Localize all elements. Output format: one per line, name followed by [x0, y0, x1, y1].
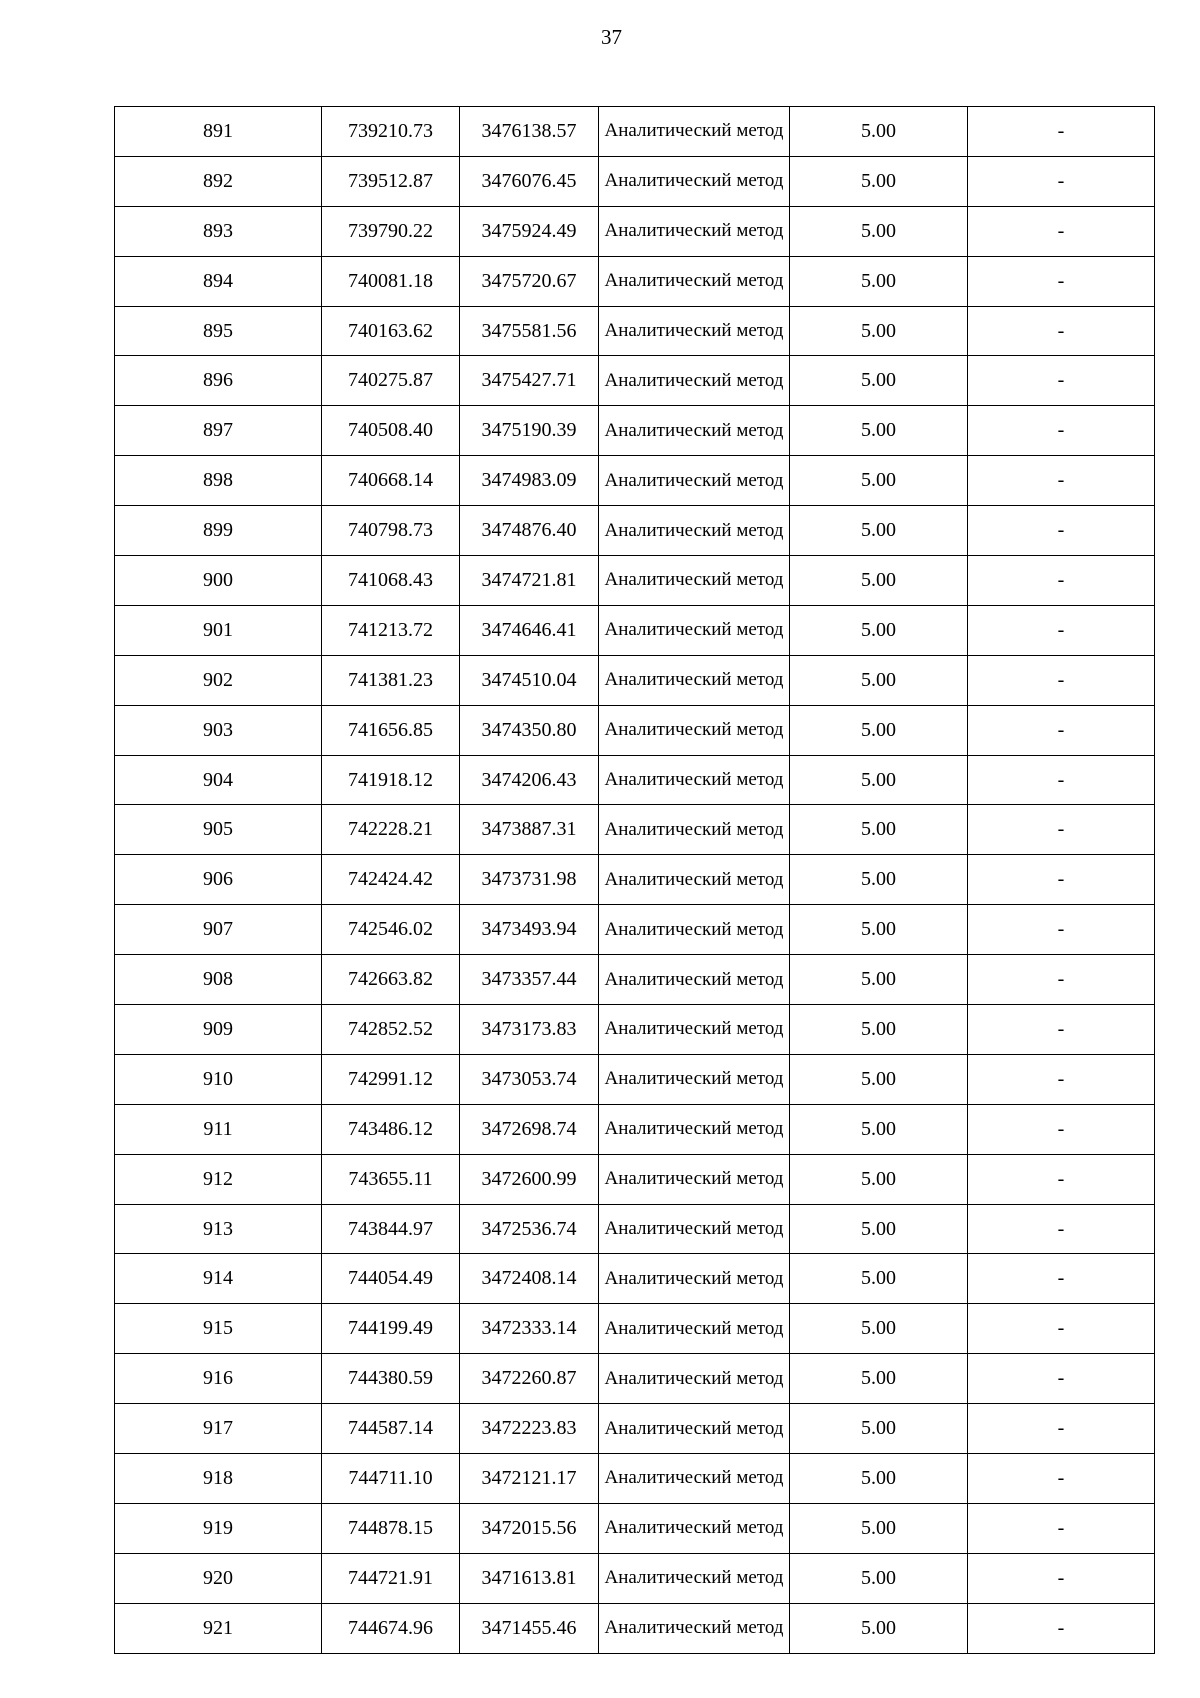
x-coordinate-cell: 740163.62	[322, 306, 460, 356]
accuracy-cell: 5.00	[790, 1054, 968, 1104]
point-number-cell: 905	[115, 805, 322, 855]
method-cell: Аналитический метод	[599, 556, 790, 606]
point-number-cell: 913	[115, 1204, 322, 1254]
point-number-cell: 909	[115, 1005, 322, 1055]
method-cell: Аналитический метод	[599, 1104, 790, 1154]
table-row	[115, 456, 1155, 506]
method-cell: Аналитический метод	[599, 1553, 790, 1603]
y-coordinate-cell: 3473357.44	[460, 955, 599, 1005]
x-coordinate-cell: 744587.14	[322, 1404, 460, 1454]
method-cell: Аналитический метод	[599, 1254, 790, 1304]
method-cell: Аналитический метод	[599, 406, 790, 456]
y-coordinate-cell: 3473053.74	[460, 1054, 599, 1104]
point-number-cell: 916	[115, 1354, 322, 1404]
x-coordinate-cell: 740798.73	[322, 506, 460, 556]
note-cell: -	[968, 1254, 1155, 1304]
x-coordinate-cell: 744711.10	[322, 1454, 460, 1504]
y-coordinate-cell: 3472333.14	[460, 1304, 599, 1354]
note-cell: -	[968, 1354, 1155, 1404]
table-row	[115, 256, 1155, 306]
note-cell: -	[968, 456, 1155, 506]
point-number-cell: 921	[115, 1603, 322, 1653]
y-coordinate-cell: 3472600.99	[460, 1154, 599, 1204]
accuracy-cell: 5.00	[790, 256, 968, 306]
point-number-cell: 902	[115, 655, 322, 705]
table-row	[115, 1204, 1155, 1254]
accuracy-cell: 5.00	[790, 556, 968, 606]
point-number-cell: 894	[115, 256, 322, 306]
accuracy-cell: 5.00	[790, 107, 968, 157]
y-coordinate-cell: 3474876.40	[460, 506, 599, 556]
y-coordinate-cell: 3473493.94	[460, 905, 599, 955]
point-number-cell: 891	[115, 107, 322, 157]
table-row	[115, 556, 1155, 606]
table-row	[115, 955, 1155, 1005]
point-number-cell: 912	[115, 1154, 322, 1204]
table-row	[115, 605, 1155, 655]
accuracy-cell: 5.00	[790, 1204, 968, 1254]
accuracy-cell: 5.00	[790, 805, 968, 855]
x-coordinate-cell: 740081.18	[322, 256, 460, 306]
table-row	[115, 1005, 1155, 1055]
table-row	[115, 905, 1155, 955]
note-cell: -	[968, 655, 1155, 705]
table-row	[115, 206, 1155, 256]
y-coordinate-cell: 3476138.57	[460, 107, 599, 157]
method-cell: Аналитический метод	[599, 156, 790, 206]
y-coordinate-cell: 3471613.81	[460, 1553, 599, 1603]
x-coordinate-cell: 744199.49	[322, 1304, 460, 1354]
point-number-cell: 917	[115, 1404, 322, 1454]
accuracy-cell: 5.00	[790, 1503, 968, 1553]
accuracy-cell: 5.00	[790, 905, 968, 955]
accuracy-cell: 5.00	[790, 306, 968, 356]
table-row	[115, 1354, 1155, 1404]
method-cell: Аналитический метод	[599, 506, 790, 556]
note-cell: -	[968, 1054, 1155, 1104]
x-coordinate-cell: 741213.72	[322, 605, 460, 655]
y-coordinate-cell: 3475190.39	[460, 406, 599, 456]
method-cell: Аналитический метод	[599, 356, 790, 406]
accuracy-cell: 5.00	[790, 655, 968, 705]
x-coordinate-cell: 744674.96	[322, 1603, 460, 1653]
y-coordinate-cell: 3472223.83	[460, 1404, 599, 1454]
y-coordinate-cell: 3473731.98	[460, 855, 599, 905]
table-row	[115, 107, 1155, 157]
x-coordinate-cell: 743844.97	[322, 1204, 460, 1254]
x-coordinate-cell: 742424.42	[322, 855, 460, 905]
accuracy-cell: 5.00	[790, 1354, 968, 1404]
x-coordinate-cell: 742991.12	[322, 1054, 460, 1104]
note-cell: -	[968, 306, 1155, 356]
point-number-cell: 895	[115, 306, 322, 356]
point-number-cell: 920	[115, 1553, 322, 1603]
point-number-cell: 893	[115, 206, 322, 256]
x-coordinate-cell: 741918.12	[322, 755, 460, 805]
note-cell: -	[968, 107, 1155, 157]
accuracy-cell: 5.00	[790, 1603, 968, 1653]
accuracy-cell: 5.00	[790, 705, 968, 755]
note-cell: -	[968, 955, 1155, 1005]
point-number-cell: 907	[115, 905, 322, 955]
y-coordinate-cell: 3472536.74	[460, 1204, 599, 1254]
method-cell: Аналитический метод	[599, 755, 790, 805]
y-coordinate-cell: 3474350.80	[460, 705, 599, 755]
y-coordinate-cell: 3474646.41	[460, 605, 599, 655]
x-coordinate-cell: 744054.49	[322, 1254, 460, 1304]
note-cell: -	[968, 1404, 1155, 1454]
method-cell: Аналитический метод	[599, 256, 790, 306]
accuracy-cell: 5.00	[790, 1404, 968, 1454]
accuracy-cell: 5.00	[790, 356, 968, 406]
table-row	[115, 356, 1155, 406]
x-coordinate-cell: 742663.82	[322, 955, 460, 1005]
note-cell: -	[968, 1553, 1155, 1603]
note-cell: -	[968, 356, 1155, 406]
note-cell: -	[968, 855, 1155, 905]
accuracy-cell: 5.00	[790, 955, 968, 1005]
method-cell: Аналитический метод	[599, 206, 790, 256]
table-row	[115, 306, 1155, 356]
note-cell: -	[968, 556, 1155, 606]
accuracy-cell: 5.00	[790, 206, 968, 256]
y-coordinate-cell: 3475720.67	[460, 256, 599, 306]
table-row	[115, 1104, 1155, 1154]
x-coordinate-cell: 741068.43	[322, 556, 460, 606]
note-cell: -	[968, 605, 1155, 655]
y-coordinate-cell: 3476076.45	[460, 156, 599, 206]
table-row	[115, 1404, 1155, 1454]
point-number-cell: 898	[115, 456, 322, 506]
method-cell: Аналитический метод	[599, 306, 790, 356]
accuracy-cell: 5.00	[790, 156, 968, 206]
point-number-cell: 892	[115, 156, 322, 206]
accuracy-cell: 5.00	[790, 1104, 968, 1154]
table-row	[115, 1254, 1155, 1304]
table-row	[115, 406, 1155, 456]
x-coordinate-cell: 744380.59	[322, 1354, 460, 1404]
table-row	[115, 1603, 1155, 1653]
table-row	[115, 1054, 1155, 1104]
note-cell: -	[968, 1503, 1155, 1553]
table-row	[115, 156, 1155, 206]
x-coordinate-cell: 744878.15	[322, 1503, 460, 1553]
method-cell: Аналитический метод	[599, 1054, 790, 1104]
table-row	[115, 1154, 1155, 1204]
method-cell: Аналитический метод	[599, 107, 790, 157]
x-coordinate-cell: 739512.87	[322, 156, 460, 206]
point-number-cell: 897	[115, 406, 322, 456]
x-coordinate-cell: 740275.87	[322, 356, 460, 406]
y-coordinate-cell: 3472015.56	[460, 1503, 599, 1553]
point-number-cell: 900	[115, 556, 322, 606]
table-row	[115, 1553, 1155, 1603]
x-coordinate-cell: 743655.11	[322, 1154, 460, 1204]
table-row	[115, 1503, 1155, 1553]
accuracy-cell: 5.00	[790, 1005, 968, 1055]
method-cell: Аналитический метод	[599, 705, 790, 755]
x-coordinate-cell: 742228.21	[322, 805, 460, 855]
note-cell: -	[968, 755, 1155, 805]
method-cell: Аналитический метод	[599, 1354, 790, 1404]
table-row	[115, 655, 1155, 705]
accuracy-cell: 5.00	[790, 755, 968, 805]
x-coordinate-cell: 743486.12	[322, 1104, 460, 1154]
note-cell: -	[968, 1304, 1155, 1354]
note-cell: -	[968, 1104, 1155, 1154]
point-number-cell: 919	[115, 1503, 322, 1553]
accuracy-cell: 5.00	[790, 1454, 968, 1504]
table-row	[115, 755, 1155, 805]
point-number-cell: 896	[115, 356, 322, 406]
x-coordinate-cell: 742546.02	[322, 905, 460, 955]
note-cell: -	[968, 256, 1155, 306]
method-cell: Аналитический метод	[599, 1603, 790, 1653]
point-number-cell: 901	[115, 605, 322, 655]
method-cell: Аналитический метод	[599, 1154, 790, 1204]
note-cell: -	[968, 1005, 1155, 1055]
note-cell: -	[968, 905, 1155, 955]
accuracy-cell: 5.00	[790, 1304, 968, 1354]
accuracy-cell: 5.00	[790, 1154, 968, 1204]
method-cell: Аналитический метод	[599, 1503, 790, 1553]
method-cell: Аналитический метод	[599, 1454, 790, 1504]
table-row	[115, 506, 1155, 556]
y-coordinate-cell: 3475924.49	[460, 206, 599, 256]
note-cell: -	[968, 1154, 1155, 1204]
method-cell: Аналитический метод	[599, 1304, 790, 1354]
y-coordinate-cell: 3473887.31	[460, 805, 599, 855]
y-coordinate-cell: 3474983.09	[460, 456, 599, 506]
x-coordinate-cell: 739790.22	[322, 206, 460, 256]
method-cell: Аналитический метод	[599, 955, 790, 1005]
method-cell: Аналитический метод	[599, 1005, 790, 1055]
method-cell: Аналитический метод	[599, 1404, 790, 1454]
y-coordinate-cell: 3471455.46	[460, 1603, 599, 1653]
point-number-cell: 906	[115, 855, 322, 905]
x-coordinate-cell: 740508.40	[322, 406, 460, 456]
y-coordinate-cell: 3473173.83	[460, 1005, 599, 1055]
y-coordinate-cell: 3472408.14	[460, 1254, 599, 1304]
note-cell: -	[968, 156, 1155, 206]
accuracy-cell: 5.00	[790, 605, 968, 655]
accuracy-cell: 5.00	[790, 456, 968, 506]
note-cell: -	[968, 1603, 1155, 1653]
point-number-cell: 918	[115, 1454, 322, 1504]
y-coordinate-cell: 3474206.43	[460, 755, 599, 805]
note-cell: -	[968, 705, 1155, 755]
point-number-cell: 915	[115, 1304, 322, 1354]
note-cell: -	[968, 1204, 1155, 1254]
note-cell: -	[968, 206, 1155, 256]
table-row	[115, 1454, 1155, 1504]
accuracy-cell: 5.00	[790, 406, 968, 456]
point-number-cell: 904	[115, 755, 322, 805]
accuracy-cell: 5.00	[790, 1553, 968, 1603]
note-cell: -	[968, 406, 1155, 456]
x-coordinate-cell: 742852.52	[322, 1005, 460, 1055]
point-number-cell: 911	[115, 1104, 322, 1154]
accuracy-cell: 5.00	[790, 1254, 968, 1304]
x-coordinate-cell: 739210.73	[322, 107, 460, 157]
method-cell: Аналитический метод	[599, 805, 790, 855]
coordinates-table	[114, 106, 1155, 1654]
table-row	[115, 805, 1155, 855]
method-cell: Аналитический метод	[599, 905, 790, 955]
table-body	[115, 107, 1155, 1654]
x-coordinate-cell: 744721.91	[322, 1553, 460, 1603]
accuracy-cell: 5.00	[790, 855, 968, 905]
method-cell: Аналитический метод	[599, 456, 790, 506]
point-number-cell: 914	[115, 1254, 322, 1304]
method-cell: Аналитический метод	[599, 605, 790, 655]
x-coordinate-cell: 741381.23	[322, 655, 460, 705]
method-cell: Аналитический метод	[599, 855, 790, 905]
point-number-cell: 899	[115, 506, 322, 556]
y-coordinate-cell: 3475427.71	[460, 356, 599, 406]
table-row	[115, 855, 1155, 905]
point-number-cell: 910	[115, 1054, 322, 1104]
x-coordinate-cell: 741656.85	[322, 705, 460, 755]
note-cell: -	[968, 805, 1155, 855]
y-coordinate-cell: 3472698.74	[460, 1104, 599, 1154]
accuracy-cell: 5.00	[790, 506, 968, 556]
page-number: 37	[601, 25, 622, 49]
y-coordinate-cell: 3475581.56	[460, 306, 599, 356]
note-cell: -	[968, 506, 1155, 556]
point-number-cell: 903	[115, 705, 322, 755]
y-coordinate-cell: 3474721.81	[460, 556, 599, 606]
y-coordinate-cell: 3472121.17	[460, 1454, 599, 1504]
method-cell: Аналитический метод	[599, 655, 790, 705]
point-number-cell: 908	[115, 955, 322, 1005]
table-row	[115, 705, 1155, 755]
table-row	[115, 1304, 1155, 1354]
y-coordinate-cell: 3474510.04	[460, 655, 599, 705]
x-coordinate-cell: 740668.14	[322, 456, 460, 506]
note-cell: -	[968, 1454, 1155, 1504]
y-coordinate-cell: 3472260.87	[460, 1354, 599, 1404]
method-cell: Аналитический метод	[599, 1204, 790, 1254]
